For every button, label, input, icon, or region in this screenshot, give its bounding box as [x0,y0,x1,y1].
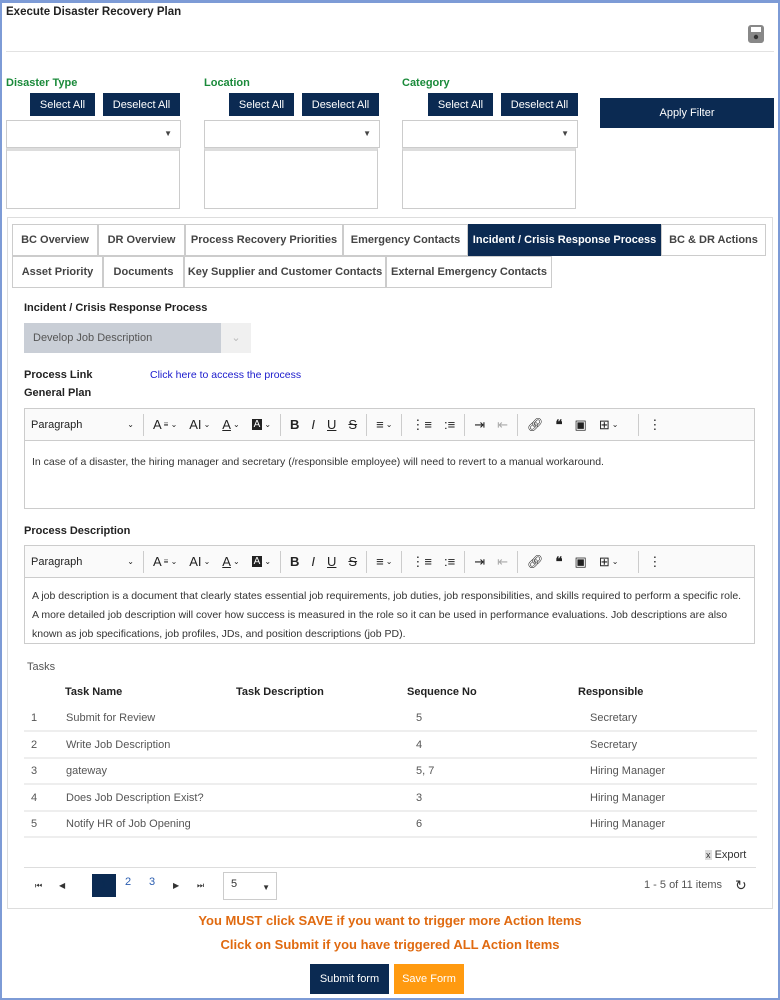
outdent-icon[interactable]: ⇤ [497,416,508,432]
process-description-editor[interactable]: A job description is a document that clearly states essential job requirements, job duties, job responsibilities, and skills required to perform a specific role. A more detailed job description will cover how success is measured in the role so it can be used in performance evaluations. Job descriptions are also known as job specifications, job profiles, JDs, and position descriptions (job PD). [24,578,755,644]
paragraph-label: Paragraph [31,555,83,568]
submit-warning: Click on Submit if you have triggered ALL Action Items [220,937,560,952]
font-family-icon[interactable]: AI ⌄ [189,417,211,432]
tasks-title: Tasks [27,661,56,673]
table-row[interactable] [24,706,757,732]
quote-icon[interactable]: ❝ [555,416,563,432]
tab-external-emergency-contacts[interactable]: External Emergency Contacts [386,256,552,288]
table-row[interactable] [24,786,757,812]
process-select[interactable]: Develop Job Description [24,323,221,353]
tab-asset-priority[interactable]: Asset Priority [12,256,103,288]
table-icon[interactable]: ⊞ ⌄ [598,553,619,569]
category-select-all-button[interactable]: Select All [428,93,493,116]
save-warning: You MUST click SAVE if you want to trigger more Action Items [198,913,582,928]
export-label: Export [714,849,747,861]
tab-dr-overview[interactable]: DR Overview [98,224,185,256]
prev-page-icon[interactable]: ◀ [59,881,66,890]
divider [24,867,756,868]
align-icon[interactable]: ≡ ⌄ [376,417,393,432]
align-icon[interactable]: ≡ ⌄ [376,554,393,569]
cell-seq: 4 [416,738,423,751]
cell-resp: Hiring Manager [590,765,666,777]
image-icon[interactable]: ▣ [574,553,587,569]
chevron-down-icon[interactable]: ⌄ [221,323,251,353]
process-link-label: Process Link [24,369,93,381]
next-page-icon[interactable]: ▶ [173,881,180,890]
bullet-list-icon[interactable]: :≡ [443,554,456,569]
bold-icon[interactable]: B [290,417,300,432]
category-select[interactable] [402,120,578,148]
font-size-icon[interactable]: A ≡ ⌄ [153,417,178,432]
highlight-icon[interactable]: A ⌄ [253,419,272,430]
section-heading: Incident / Crisis Response Process [24,302,208,314]
font-color-icon[interactable]: A ⌄ [222,417,240,432]
cell-n: 1 [31,712,38,724]
tab-bc-dr-actions[interactable]: BC & DR Actions [661,224,766,256]
excel-icon: x [706,850,711,860]
location-select-all-button[interactable]: Select All [229,93,294,116]
cell-seq: 6 [416,818,423,830]
pager-summary: 1 - 5 of 11 items [644,879,723,891]
first-page-icon[interactable]: ⏮ [35,881,43,890]
tab-emergency-contacts[interactable]: Emergency Contacts [343,224,468,256]
dropdown-arrow-icon: ▼ [561,129,569,138]
strikethrough-icon[interactable]: S [348,554,358,569]
outdent-icon[interactable]: ⇤ [497,553,508,569]
cell-name: Write Job Description [66,738,171,751]
process-description-toolbar [24,545,755,578]
disaster-type-select[interactable] [6,120,181,148]
location-listbox[interactable] [204,148,378,209]
cell-seq: 5, 7 [416,765,435,777]
refresh-icon[interactable]: ↻ [735,877,747,893]
page-1-button[interactable]: 1 [92,874,116,897]
underline-icon[interactable]: U [327,417,337,432]
save-form-button[interactable]: Save Form [394,964,464,994]
column-header[interactable]: Task Description [236,686,324,698]
table-header [24,680,757,706]
italic-icon[interactable]: I [311,554,316,569]
image-icon[interactable]: ▣ [574,416,587,432]
divider [6,51,774,52]
last-page-icon[interactable]: ⏭ [197,881,205,890]
tasks-table [24,680,757,840]
table-icon[interactable]: ⊞ ⌄ [598,416,619,432]
general-plan-toolbar [24,408,755,441]
indent-icon[interactable]: ⇥ [474,553,486,569]
cell-resp: Hiring Manager [590,818,666,830]
indent-icon[interactable]: ⇥ [474,416,486,432]
export-button[interactable] [705,849,746,861]
disaster-type-select-all-button[interactable]: Select All [30,93,95,116]
column-header[interactable]: Sequence No [407,686,477,698]
cell-name: Notify HR of Job Opening [66,818,191,830]
font-color-icon[interactable]: A ⌄ [222,554,240,569]
category-deselect-all-button[interactable]: Deselect All [501,93,578,116]
dropdown-arrow-icon: ▼ [363,129,371,138]
numbered-list-icon[interactable]: ⋮≡ [411,553,432,569]
link-icon[interactable]: 🔗︎ [527,416,544,432]
general-plan-editor[interactable]: In case of a disaster, the hiring manager and secretary (/responsible employee) will need to revert to a manual workaround. [24,441,755,509]
submit-form-button[interactable]: Submit form [310,964,389,994]
cell-n: 5 [31,818,38,830]
cell-n: 2 [31,738,38,751]
category-listbox[interactable] [402,148,576,209]
dropdown-arrow-icon: ▼ [164,129,172,138]
paragraph-style-dropdown[interactable]: Paragraph ⌄ [31,555,134,568]
process-description-label: Process Description [24,525,131,537]
apply-filter-button[interactable]: Apply Filter [600,98,774,128]
underline-icon[interactable]: U [327,554,337,569]
paragraph-label: Paragraph [31,418,83,431]
general-plan-label: General Plan [24,387,92,399]
bullet-list-icon[interactable]: :≡ [443,417,456,432]
page-size-select[interactable] [223,872,277,900]
more-icon[interactable]: ⋮ [648,416,662,432]
tab-process-recovery-priorities[interactable]: Process Recovery Priorities [185,224,343,256]
cell-resp: Hiring Manager [590,791,666,804]
tab-bc-overview[interactable]: BC Overview [12,224,98,256]
strikethrough-icon[interactable]: S [348,417,358,432]
page-title: Execute Disaster Recovery Plan [6,6,182,18]
category-label: Category [402,77,450,89]
process-link[interactable]: Click here to access the process [150,369,302,381]
tab-documents[interactable]: Documents [103,256,184,288]
location-deselect-all-button[interactable]: Deselect All [302,93,379,116]
cell-n: 3 [31,765,38,777]
tab-key-supplier-customer-contacts[interactable]: Key Supplier and Customer Contacts [184,256,386,288]
location-select[interactable] [204,120,380,148]
cell-n: 4 [31,791,38,804]
link-icon[interactable]: 🔗︎ [527,553,544,569]
disaster-type-label: Disaster Type [6,77,78,89]
page-size-value: 5 [231,878,238,890]
table-row[interactable] [24,812,757,838]
cell-name: gateway [66,765,107,777]
disaster-type-deselect-all-button[interactable]: Deselect All [103,93,180,116]
tab-incident-crisis-response-process[interactable]: Incident / Crisis Response Process [468,224,661,256]
page-2-button[interactable]: 2 [125,876,132,888]
font-family-icon[interactable]: AI ⌄ [189,554,211,569]
quote-icon[interactable]: ❝ [555,553,563,569]
location-label: Location [204,77,250,89]
cell-seq: 3 [416,791,423,804]
paragraph-style-dropdown[interactable]: Paragraph ⌄ [31,418,134,431]
save-icon[interactable] [747,24,765,44]
highlight-icon[interactable]: A ⌄ [253,556,272,567]
cell-name: Does Job Description Exist? [66,791,204,804]
cell-resp: Secretary [590,738,638,751]
table-row[interactable] [24,733,757,759]
table-row[interactable] [24,759,757,785]
more-icon[interactable]: ⋮ [648,553,662,569]
cell-name: Submit for Review [66,712,156,724]
bold-icon[interactable]: B [290,554,300,569]
cell-resp: Secretary [590,712,638,724]
column-header[interactable]: Task Name [65,686,123,698]
font-size-icon[interactable]: A ≡ ⌄ [153,554,178,569]
disaster-type-listbox[interactable] [6,148,180,209]
numbered-list-icon[interactable]: ⋮≡ [411,416,432,432]
cell-seq: 5 [416,712,423,724]
column-header[interactable]: Responsible [578,686,644,698]
italic-icon[interactable]: I [311,417,316,432]
dropdown-arrow-icon: ▼ [262,883,270,892]
page-3-button[interactable]: 3 [149,876,156,888]
